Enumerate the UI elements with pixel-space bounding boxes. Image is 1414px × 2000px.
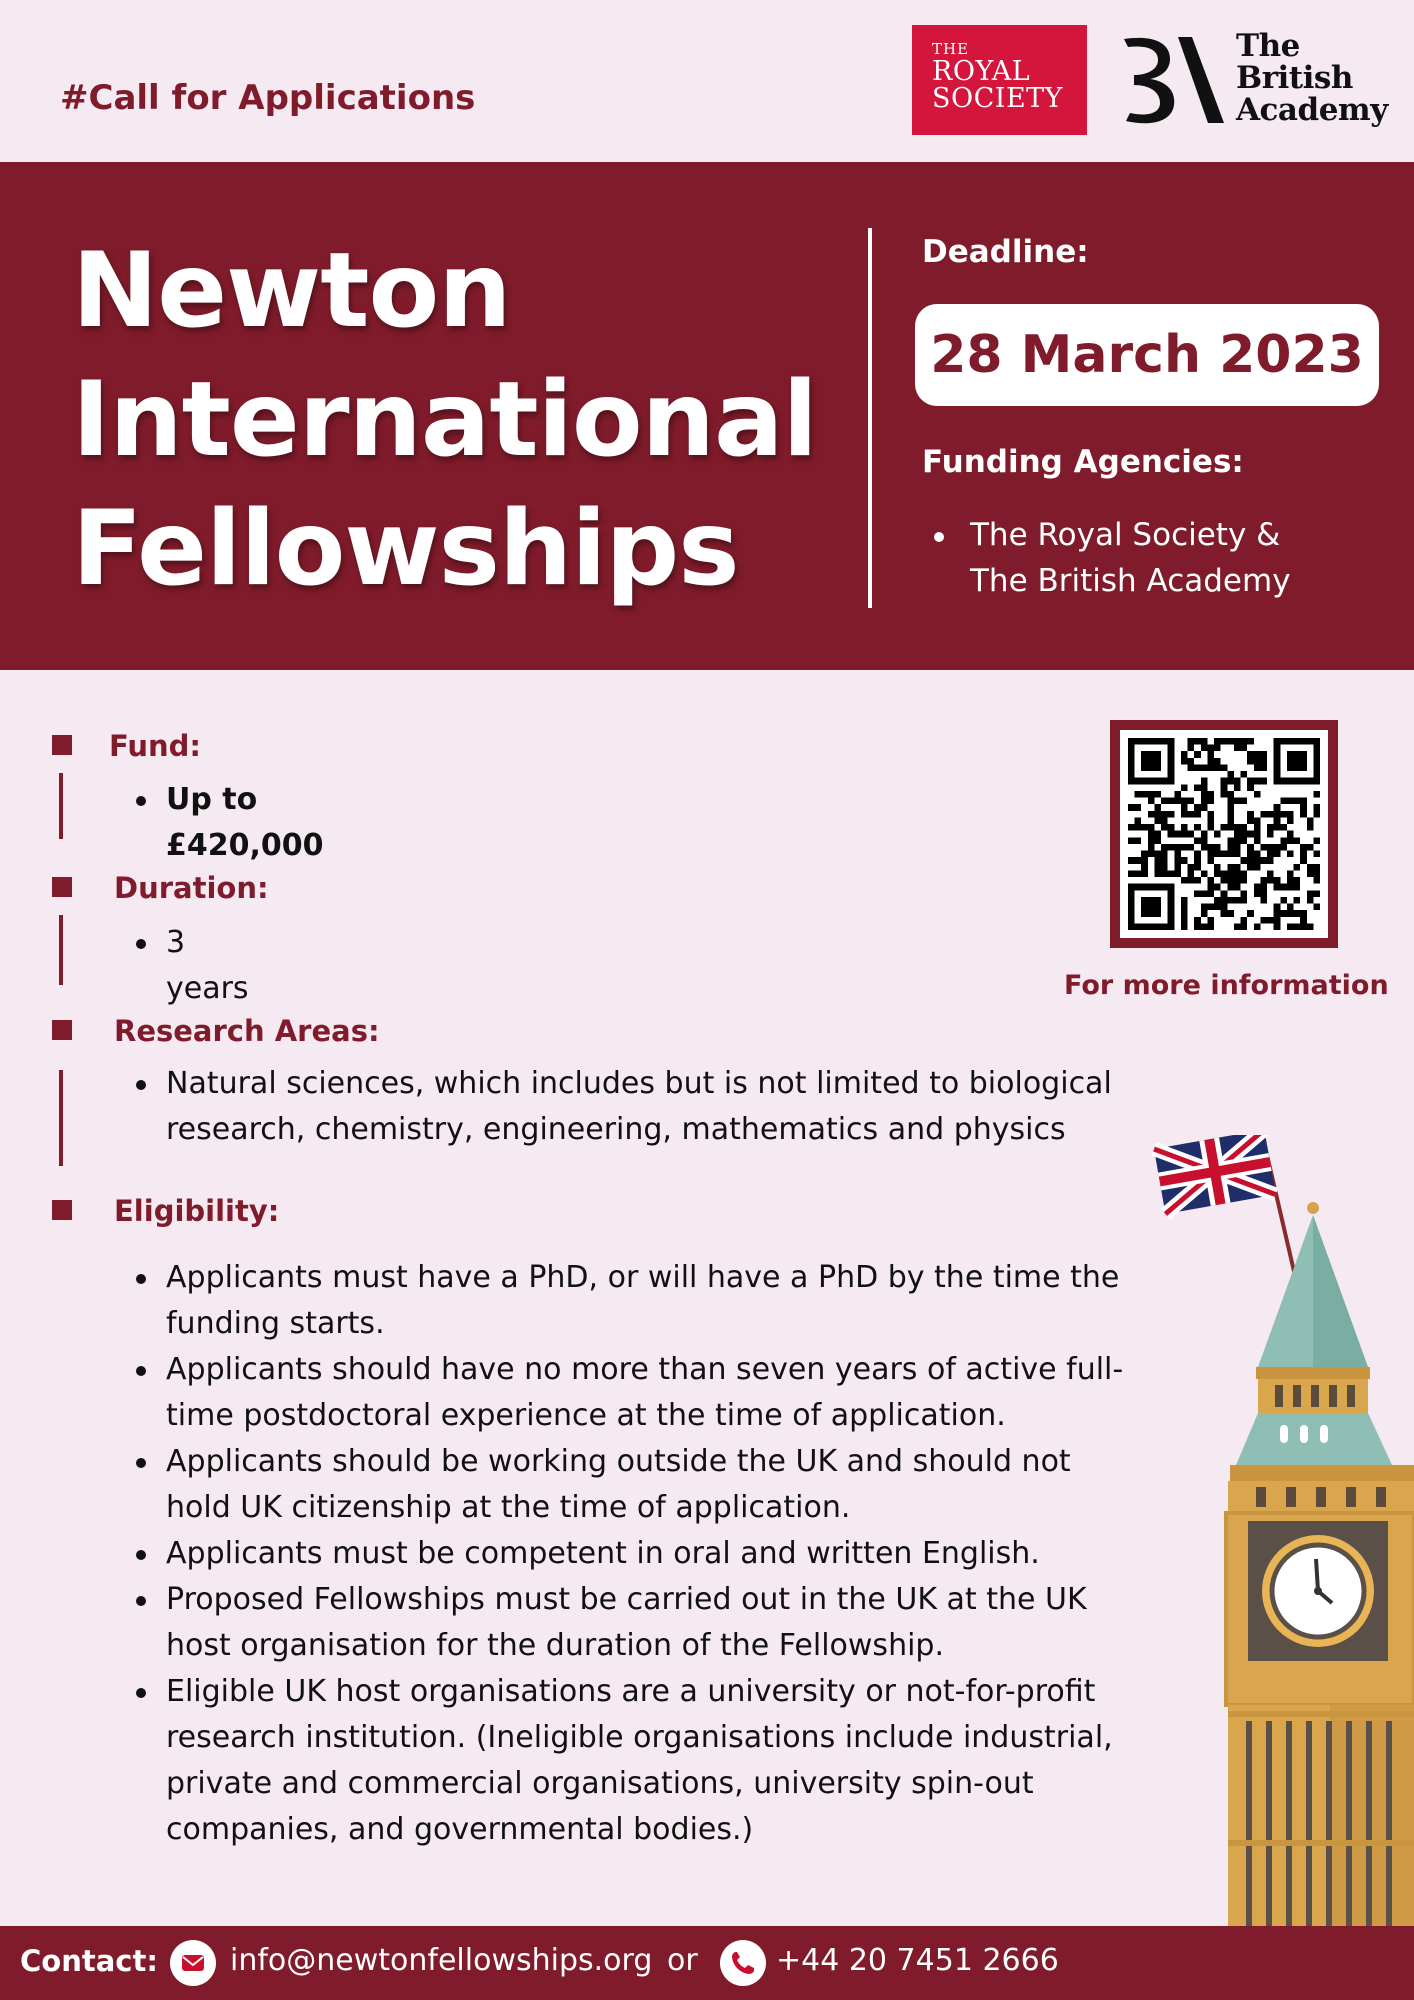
section-marker xyxy=(52,877,72,897)
top-bar xyxy=(0,0,1414,162)
royal-logo-line1: THE xyxy=(932,40,970,58)
item-line: host organisation for the duration of the Fellowship. xyxy=(166,1628,944,1663)
list-item xyxy=(166,1531,1123,1577)
bullet-dot xyxy=(934,532,944,542)
list-item xyxy=(166,1669,1123,1853)
research-areas-label: Research Areas: xyxy=(114,1014,380,1048)
phone-icon xyxy=(720,1940,766,1986)
british-academy-logo xyxy=(1120,28,1390,138)
funding-agencies-list xyxy=(970,512,1291,604)
item-line: time postdoctoral experience at the time of application. xyxy=(166,1398,1006,1433)
item-line: Eligible UK host organisations are a university or not-for-profit xyxy=(166,1674,1096,1709)
royal-logo-line3: SOCIETY xyxy=(932,83,1063,114)
fund-list xyxy=(166,777,324,869)
duration-list xyxy=(166,920,249,1012)
item-line: Applicants must be competent in oral and written English. xyxy=(166,1536,1040,1571)
section-line xyxy=(59,915,63,985)
fund-label: Fund: xyxy=(109,729,202,763)
ba-line2: British xyxy=(1236,60,1353,96)
british-academy-mark-icon xyxy=(1120,33,1224,125)
title-line-3: Fellowships xyxy=(72,489,739,609)
qr-code-inner xyxy=(1120,730,1328,938)
royal-logo-line2: ROYAL xyxy=(932,56,1031,87)
item-line: Applicants must have a PhD, or will have a PhD by the time the xyxy=(166,1260,1120,1295)
agency-line-1: The Royal Society & xyxy=(970,517,1281,553)
list-item xyxy=(166,1255,1123,1347)
item-line: Natural sciences, which includes but is not limited to biological xyxy=(166,1066,1112,1101)
qr-code-icon xyxy=(1128,738,1320,930)
ba-line3: Academy xyxy=(1236,92,1388,128)
section-marker xyxy=(52,1200,72,1220)
funding-agencies-label: Funding Agencies: xyxy=(922,444,1244,480)
royal-society-logo xyxy=(912,25,1087,135)
ba-line1: The xyxy=(1236,28,1300,64)
agency-line-2: The British Academy xyxy=(970,563,1291,599)
contact-label: Contact: xyxy=(20,1944,158,1978)
list-item xyxy=(166,1439,1123,1531)
qr-caption: For more information xyxy=(1064,970,1389,1001)
title-banner xyxy=(0,162,1414,670)
call-for-applications-label: #Call for Applications xyxy=(60,78,476,118)
title-line-1: Newton xyxy=(72,231,511,351)
eligibility-list xyxy=(166,1255,1123,1853)
item-line: funding starts. xyxy=(166,1306,385,1341)
section-line xyxy=(59,1070,63,1166)
list-item xyxy=(166,1061,1112,1153)
list-item: Up to £420,000 xyxy=(166,777,324,869)
contact-separator: or xyxy=(667,1943,698,1978)
title-line-2: International xyxy=(72,360,817,480)
big-ben-illustration xyxy=(1140,1135,1414,2000)
email-icon xyxy=(170,1940,216,1986)
union-jack-flag-icon xyxy=(1154,1135,1276,1214)
item-line: companies, and governmental bodies.) xyxy=(166,1812,754,1847)
contact-footer xyxy=(0,1926,1414,2000)
item-line: research institution. (Ineligible organisations include industrial, xyxy=(166,1720,1113,1755)
banner-divider xyxy=(868,228,872,608)
deadline-label: Deadline: xyxy=(922,234,1089,270)
section-marker xyxy=(52,1020,72,1040)
contact-email-link[interactable]: info@newtonfellowships.org xyxy=(230,1943,653,1978)
deadline-value: 28 March 2023 xyxy=(915,304,1379,406)
contact-phone-link[interactable]: +44 20 7451 2666 xyxy=(776,1943,1059,1978)
british-academy-wordmark xyxy=(1236,30,1388,126)
item-line: private and commercial organisations, university spin-out xyxy=(166,1766,1034,1801)
eligibility-label: Eligibility: xyxy=(114,1194,280,1228)
item-line: Proposed Fellowships must be carried out in the UK at the UK xyxy=(166,1582,1087,1617)
main-title xyxy=(72,227,817,614)
item-line: research, chemistry, engineering, mathematics and physics xyxy=(166,1112,1066,1147)
item-line: hold UK citizenship at the time of application. xyxy=(166,1490,851,1525)
list-item xyxy=(166,1577,1123,1669)
section-line xyxy=(59,773,63,839)
item-line: Applicants should have no more than seven years of active full- xyxy=(166,1352,1124,1387)
qr-code[interactable] xyxy=(1110,720,1338,948)
list-item xyxy=(166,1347,1123,1439)
section-marker xyxy=(52,735,72,755)
research-areas-list xyxy=(166,1061,1112,1153)
item-line: Applicants should be working outside the UK and should not xyxy=(166,1444,1071,1479)
list-item: 3 years xyxy=(166,920,249,1012)
clock-face-icon xyxy=(1262,1535,1374,1647)
duration-label: Duration: xyxy=(114,871,269,905)
